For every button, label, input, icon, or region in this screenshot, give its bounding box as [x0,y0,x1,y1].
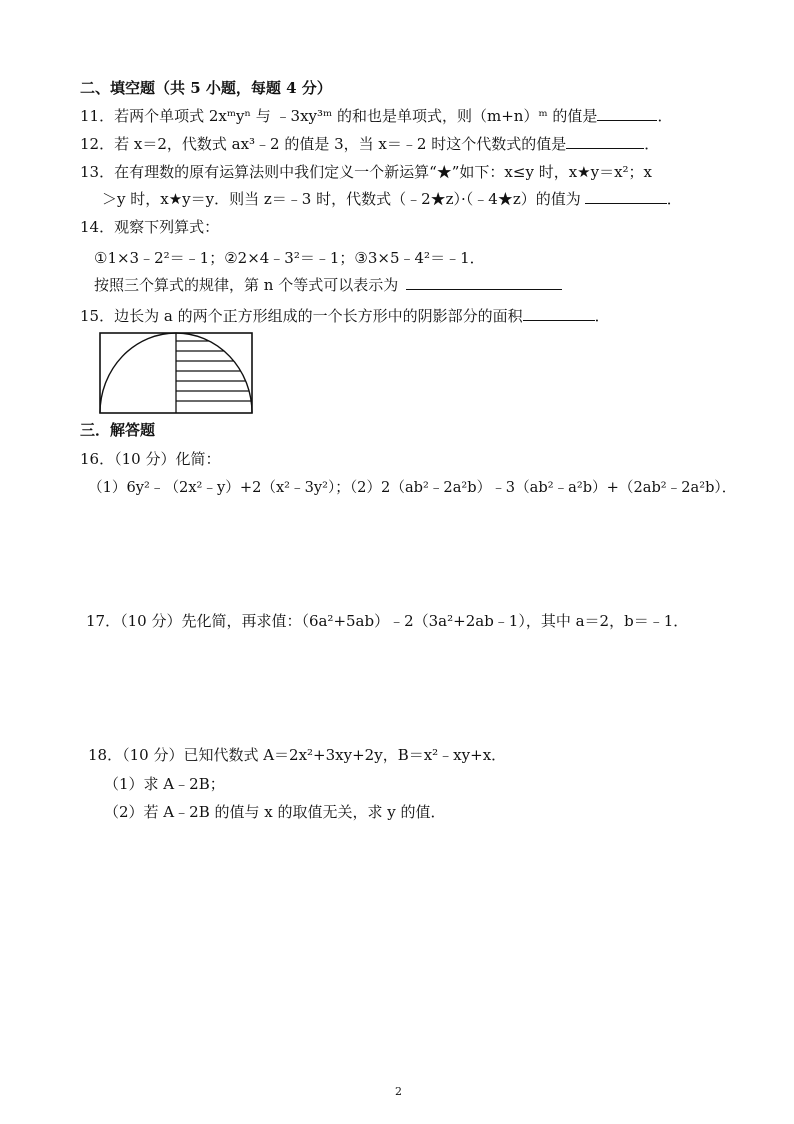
two-squares-figure [96,329,260,417]
section-2-title: 二、填空题（共 5 小题，每题 4 分） [80,79,332,97]
page-number: 2 [395,1085,402,1098]
question-18-line-1: 18．（10 分）已知代数式 A＝2x²+3xy+2y，B＝x²﹣xy+x． [88,746,507,764]
question-11-text: 11．若两个单项式 2xᵐyⁿ 与 ﹣3xy³ᵐ 的和也是单项式，则（m+n）ᵐ 的值是 [80,107,598,125]
question-13-line-1: 13．在有理数的原有运算法则中我们定义一个新运算“★”如下：x≤y 时，x★y＝x²；x [80,163,653,181]
question-13-tail: ． [666,190,682,208]
question-14-text: 按照三个算式的规律，第 n 个等式可以表示为 [94,276,399,294]
question-12-text: 12．若 x＝2，代数式 ax³﹣2 的值是 3，当 x＝﹣2 时这个代数式的值是 [80,135,567,153]
question-14-line-1: 14．观察下列算式： [80,218,220,236]
question-13-text: ＞y 时，x★y＝y．则当 z＝﹣3 时，代数式（﹣2★z）·（﹣4★z）的值为 [102,190,581,208]
question-15 [80,306,610,326]
question-17: 17．（10 分）先化简，再求值：（6a²+5ab）﹣2（3a²+2ab﹣1），其中 a＝2，b＝﹣1． [86,612,689,630]
left-quarter-arc [100,333,176,413]
question-15-tail: ． [594,307,610,325]
question-18-line-3: （2）若 A﹣2B 的值与 x 的取值无关，求 y 的值． [104,803,446,821]
question-11 [80,106,672,126]
shaded-region [176,341,256,401]
answer-blank-11[interactable] [597,106,657,121]
answer-blank-15[interactable] [523,306,595,321]
question-12 [80,134,659,154]
question-14-line-2: ①1×3﹣2²＝﹣1；②2×4﹣3²＝﹣1；③3×5﹣4²＝﹣1． [94,249,485,267]
answer-blank-14[interactable] [406,275,562,290]
answer-blank-12[interactable] [566,134,644,149]
question-16-line-2: （1）6y²﹣（2x²﹣y）+2（x²﹣3y²）；（2）2（ab²﹣2a²b）﹣3（ab²﹣a²b）+（2ab²﹣2a²b）． [88,479,737,496]
section-3-title: 三．解答题 [80,421,156,439]
answer-blank-13[interactable] [585,189,667,204]
question-18-line-2: （1）求 A﹣2B； [104,775,225,793]
question-14-line-3 [94,275,562,295]
question-15-text: 15．边长为 a 的两个正方形组成的一个长方形中的阴影部分的面积 [80,307,523,325]
question-13-line-2 [102,189,682,209]
question-12-tail: ． [644,135,660,153]
question-16-line-1: 16．（10 分）化简： [80,450,221,468]
question-11-tail: ． [657,107,673,125]
